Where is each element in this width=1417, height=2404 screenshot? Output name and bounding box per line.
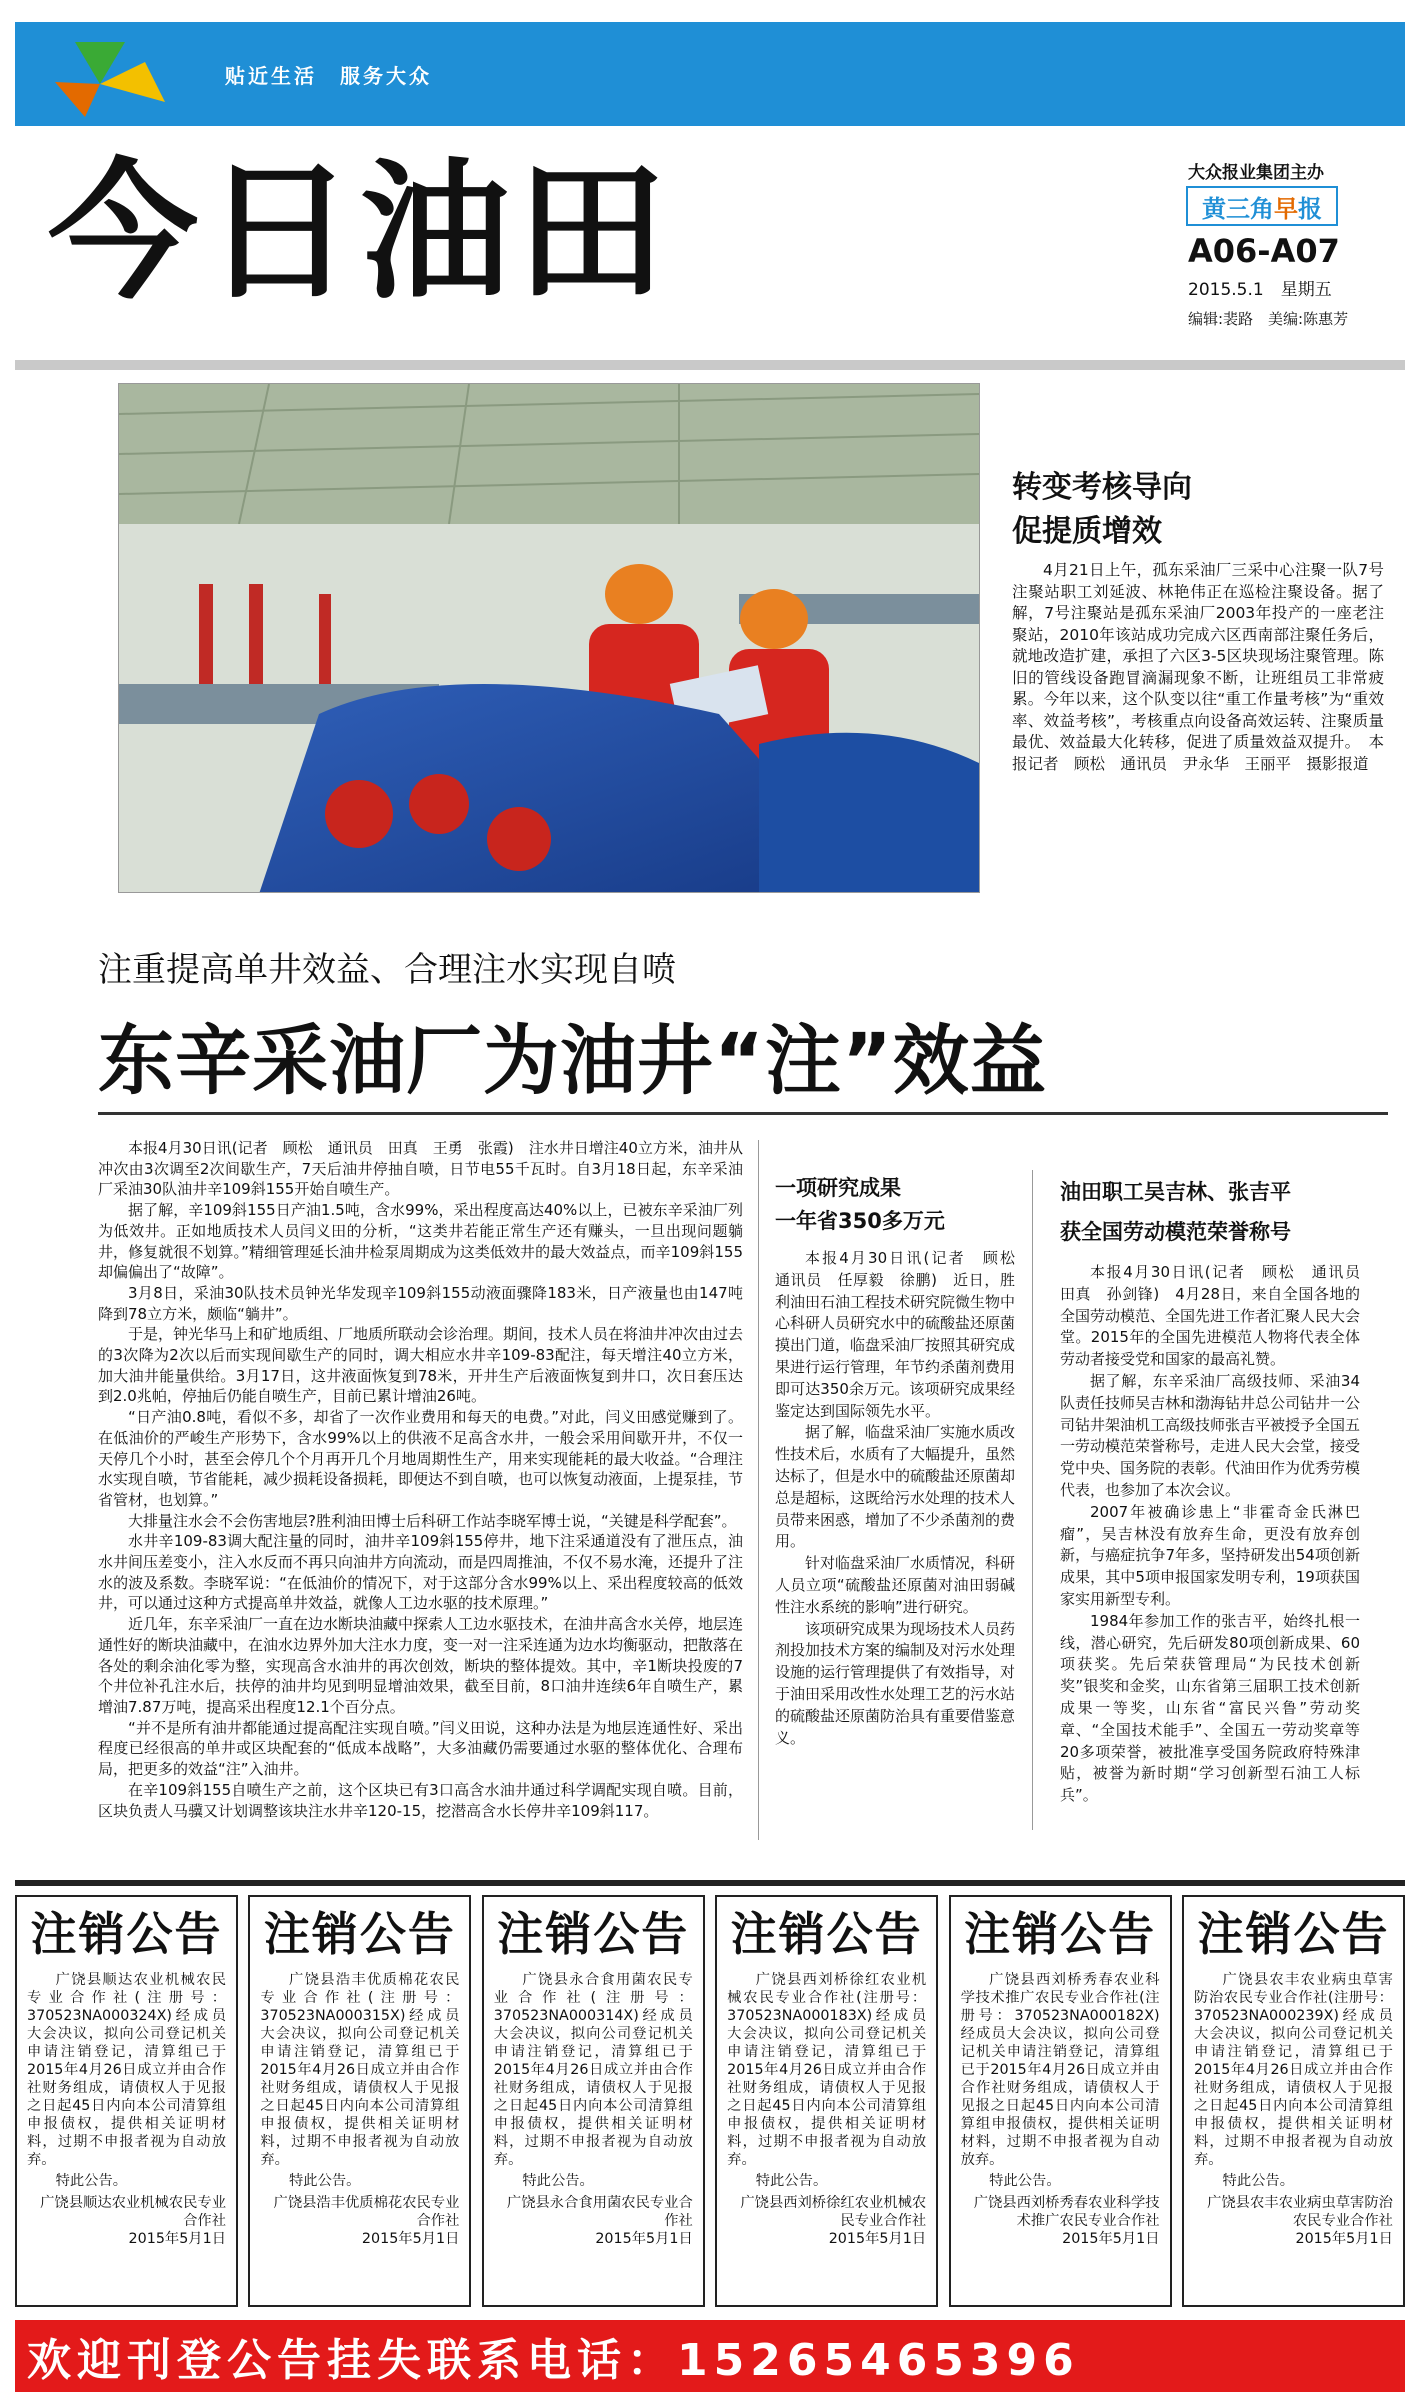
notice-closing: 特此公告。 <box>288 2173 361 2189</box>
side-story-2-body <box>1060 1262 1376 1807</box>
news-photo <box>118 383 980 893</box>
editors-line: 编辑:裴路 美编:陈惠芳 <box>1188 310 1349 328</box>
notice-date: 2015年5月1日 <box>361 2231 460 2247</box>
page-numbers: A06-A07 <box>1188 232 1340 270</box>
side-story-title-line: 获全国劳动模范荣誉称号 <box>1060 1220 1291 1244</box>
notice-title: 注销公告 <box>1197 1907 1390 1961</box>
notice-signature: 广饶县农丰农业病虫草害防治农民专业合作社 <box>1207 2195 1393 2229</box>
issue-date: 2015.5.1 星期五 <box>1188 280 1332 300</box>
article-paragraph: 2007年被确诊患上“非霍奇金氏淋巴瘤”，吴吉林没有放弃生命，更没有放弃创新，与癌症抗争7年多，坚持研发出54项创新成果，其中5项申报国家发明专利，19项获国家实用新型专利。 <box>1060 1502 1360 1608</box>
photo-story-title-line: 转变考核导向 <box>1012 470 1192 505</box>
article-paragraph: “并不是所有油井都能通过提高配注实现自喷。”闫义田说，这种办法是为地层连通性好、采出程度已经很高的单井或区块配套的“低成本战略”，大多油藏仍需要通过水驱的整体优化、合理布局，把更多的效益“注”入油井。 <box>98 1718 743 1779</box>
article-paragraph: 本报4月30日讯(记者 顾松 通讯员 田真 孙剑锋) 4月28日，来自全国各地的全国劳动模范、全国先进工作者汇聚人民大会堂。2015年的全国先进模范人物将代表全体劳动者接受党和国家的最高礼赞。 <box>1060 1263 1376 1369</box>
notice-signature: 广饶县顺达农业机械农民专业合作社 <box>40 2195 226 2229</box>
article-paragraph: 本报4月30日讯(记者 顾松 通讯员 田真 王勇 张霞) 注水井日增注40立方米，油井从冲次由3次调至2次间歇生产，7天后油井停抽自喷，日节电55千瓦时。自3月18日起，东辛采油厂采油30队油井辛109斜155开始自喷生产。 <box>98 1139 743 1199</box>
logo-text-left: 黄三角 <box>1202 194 1274 223</box>
cancellation-notice <box>482 1895 705 2307</box>
notice-date: 2015年5月1日 <box>828 2231 927 2247</box>
cancellation-notice <box>1182 1895 1405 2307</box>
top-banner <box>15 22 1405 126</box>
divider <box>98 1112 1388 1115</box>
notice-signature: 广饶县永合食用菌农民专业合作社 <box>506 2195 693 2229</box>
article-paragraph: 针对临盘采油厂水质情况，科研人员立项“硫酸盐还原菌对油田弱碱性注水系统的影响”进行研究。 <box>775 1554 1016 1616</box>
side-story-title-line: 一年省350多万元 <box>775 1209 945 1233</box>
logo-text-mid: 早 <box>1274 194 1298 223</box>
notice-body: 广饶县浩丰优质棉花农民专业合作社(注册号：370523NA000315X)经成员大会决议，拟向公司登记机关申请注销登记，清算组已于2015年4月26日成立并由合作社财务组成，请债权人于见报之日起45日内向本公司清算组申报债权，提供相关证明材料，过期不申报者视为自动放弃。 <box>260 1972 460 2168</box>
cancellation-notice <box>949 1895 1172 2307</box>
notice-row <box>15 1895 1405 2307</box>
notice-signature: 广饶县浩丰优质棉花农民专业合作社 <box>273 2195 460 2229</box>
notice-date: 2015年5月1日 <box>128 2231 226 2247</box>
main-article-body <box>98 1138 743 1821</box>
side-story-1-body <box>775 1248 1031 1749</box>
advertising-contact-banner: 欢迎刊登公告挂失联系电话：15265465396 <box>15 2320 1405 2392</box>
article-paragraph: 据了解，临盘采油厂实施水质改性技术后，水质有了大幅提升，虽然达标了，但是水中的硫酸盐还原菌却总是超标，这既给污水处理的技术人员带来困惑，增加了不少杀菌剂的费用。 <box>775 1423 1016 1551</box>
notice-title: 注销公告 <box>730 1907 923 1961</box>
cancellation-notice <box>15 1895 238 2307</box>
article-paragraph: 大排量注水会不会伤害地层?胜利油田博士后科研工作站李晓军博士说，“关键是科学配套”。 <box>128 1511 737 1530</box>
notice-title: 注销公告 <box>30 1907 223 1961</box>
article-paragraph: 在辛109斜155自喷生产之前，这个区块已有3口高含水油井通过科学调配实现自喷。目前，区块负责人马骥又计划调整该块注水井辛120-15，挖潜高含水长停井辛109斜117。 <box>98 1780 743 1820</box>
side-story-1-title <box>775 1172 945 1238</box>
article-paragraph: 1984年参加工作的张吉平，始终扎根一线，潜心研究，先后研发80项创新成果、60项获奖。先后荣获管理局“为民技术创新奖”银奖和金奖，山东省第三届职工技术创新成果一等奖，山东省“富民兴鲁”劳动奖章、“全国技术能手”、全国五一劳动奖章等20多项荣誉，被批准享受国务院政府特殊津贴，被誉为新时期“学习创新型石油工人标兵”。 <box>1060 1611 1360 1805</box>
article-paragraph: “日产油0.8吨，看似不多，却省了一次作业费用和每天的电费。”对此，闫义田感觉赚到了。在低油价的严峻生产形势下，含水99%以上的供液不足高含水井，一般会采用间歇开井，不仅一天停几个小时，甚至会停几个个月再开几个月地周期性生产，用来实现能耗的最大收益。“合理注水实现自喷，节省能耗，减少损耗设备损耗，即便达不到自喷，也可以恢复动液面，上提泵挂，节省管材，也划算。” <box>98 1408 744 1509</box>
publisher-line: 大众报业集团主办 <box>1188 163 1324 183</box>
notice-closing: 特此公告。 <box>755 2173 828 2189</box>
notice-title: 注销公告 <box>497 1907 690 1961</box>
cancellation-notice <box>248 1895 471 2307</box>
notice-body: 广饶县顺达农业机械农民专业合作社(注册号：370523NA000324X)经成员大会决议，拟向公司登记机关申请注销登记，清算组已于2015年4月26日成立并由合作社财务组成，请债权人于见报之日起45日内向本公司清算组申报债权，提供相关证明材料，过期不申报者视为自动放弃。 <box>27 1972 226 2168</box>
side-story-title-line: 一项研究成果 <box>775 1176 901 1200</box>
paper-logo-icon <box>15 22 190 126</box>
notice-date: 2015年5月1日 <box>595 2231 693 2247</box>
column-divider <box>1032 1170 1033 1830</box>
side-story-title-line: 油田职工吴吉林、张吉平 <box>1060 1180 1291 1204</box>
article-headline: 东辛采油厂为油井“注”效益 <box>98 1016 1047 1105</box>
notice-body: 广饶县永合食用菌农民专业合作社(注册号：370523NA000314X)经成员大会决议，拟向公司登记机关申请注销登记，清算组已于2015年4月26日成立并由合作社财务组成，请债权人于见报之日起45日内向本公司清算组申报债权，提供相关证明材料，过期不申报者视为自动放弃。 <box>493 1972 693 2168</box>
article-paragraph: 据了解，辛109斜155日产油1.5吨，含水99%，采出程度高达40%以上，已被东辛采油厂列为低效井。正如地质技术人员闫义田的分析，“这类井若能正常生产还有赚头，一旦出现问题躺井，修复就很不划算。”精细管理延长油井检泵周期成为这类低效井的最大效益点，而辛109斜155却偏偏出了“故障”。 <box>98 1201 743 1282</box>
side-story-2-title <box>1060 1172 1291 1252</box>
photo-story-body: 4月21日上午，孤东采油厂三采中心注聚一队7号注聚站职工刘延波、林艳伟正在巡检注聚设备。据了解，7号注聚站是孤东采油厂2003年投产的一座老注聚站，2010年该站成功完成六区西南部注聚任务后，就地改造扩建，承担了六区3-5区块现场注聚管理。陈旧的管线设备跑冒滴漏现象不断，让班组员工非常疲累。今年以来，这个队变以往“重工作量考核”为“重效率、效益考核”，考核重点向设备高效运转、注聚质量最优、效益最大化转移，促进了质量效益双提升。 本报记者 顾松 通讯员 尹永华 王丽平 摄影报道 <box>1012 561 1384 773</box>
photo-story-title <box>1012 466 1192 554</box>
cancellation-notice <box>715 1895 938 2307</box>
masthead-title: 今日油田 <box>48 146 673 320</box>
column-divider <box>758 1140 759 1840</box>
article-paragraph: 水井辛109-83调大配注量的同时，油井辛109斜155停井，地下注采通道没有了泄压点，油水井间压差变小，注入水反而不再只向油井方向流动，而是四周推油，不仅不易水淹，还提升了注水的波及系数。李晓军说：“在低油价的情况下，对于这部分含水99%以上、采出程度较高的低效井，可以通过这种方式提高单井效益，就像人工边水驱的技术原理。” <box>98 1532 744 1613</box>
notice-date: 2015年5月1日 <box>1062 2231 1160 2247</box>
article-paragraph: 近几年，东辛采油厂一直在边水断块油藏中探索人工边水驱技术，在油井高含水关停，地层连通性好的断块油藏中，在油水边界外加大注水力度，变一对一注采连通为边水均衡驱动，把散落在各处的剩余油化零为整，实现高含水油井的再次创效，断块的整体提效。其中，辛1断块投废的7个井位补孔注水后，扶停的油井均见到明显增油效果，截至目前，8口油井连续6年自喷生产，累增油7.87万吨，提高采出程度12.1个百分点。 <box>98 1615 744 1716</box>
notice-title: 注销公告 <box>263 1907 456 1961</box>
notice-closing: 特此公告。 <box>522 2173 594 2189</box>
logo-text-right: 报 <box>1298 194 1322 223</box>
notice-signature: 广饶县西刘桥秀春农业科学技术推广农民专业合作社 <box>973 2195 1160 2229</box>
notice-closing: 特此公告。 <box>989 2173 1061 2189</box>
divider <box>15 1880 1405 1886</box>
photo-story-title-line: 促提质增效 <box>1012 514 1162 549</box>
article-paragraph: 据了解，东辛采油厂高级技师、采油34队责任技师吴吉林和渤海钻井总公司钻井一公司钻井架油机工高级技师张吉平被授予全国五一劳动模范荣誉称号，走进人民大会堂，接受党中央、国务院的表彰。代油田作为优秀劳模代表，也参加了本次会议。 <box>1060 1371 1361 1499</box>
article-paragraph: 3月8日，采油30队技术员钟光华发现辛109斜155动液面骤降183米，日产液量也由147吨降到78立方米，颇临“躺井”。 <box>98 1283 743 1323</box>
notice-title: 注销公告 <box>964 1907 1157 1961</box>
article-subheadline: 注重提高单井效益、合理注水实现自喷 <box>98 950 676 990</box>
notice-body: 广饶县农丰农业病虫草害防治农民专业合作社(注册号：370523NA000239X)经成员大会决议，拟向公司登记机关申请注销登记，清算组已于2015年4月26日成立并由合作社财务组成，请债权人于见报之日起45日内向本公司清算组申报债权，提供相关证明材料，过期不申报者视为自动放弃。 <box>1193 1972 1393 2168</box>
notice-body: 广饶县西刘桥秀春农业科学技术推广农民专业合作社(注册号：370523NA000182X)经成员大会决议，拟向公司登记机关申请注销登记，清算组已于2015年4月26日成立并由合作社财务组成，请债权人于见报之日起45日内向本公司清算组申报债权，提供相关证明材料，过期不申报者视为自动放弃。 <box>960 1972 1160 2168</box>
workers-inspecting-pump-illustration <box>119 384 980 893</box>
newspaper-logo <box>1186 186 1338 226</box>
notice-closing: 特此公告。 <box>55 2173 128 2189</box>
article-paragraph: 本报4月30日讯(记者 顾松 通讯员 任厚毅 徐鹏) 近日，胜利油田石油工程技术研究院微生物中心科研人员研究水中的硫酸盐还原菌摸出门道，临盘采油厂按照其研究成果进行运行管理，年节约杀菌剂费用即可达350余万元。该项研究成果经鉴定达到国际领先水平。 <box>775 1249 1031 1420</box>
divider <box>15 360 1405 370</box>
article-paragraph: 于是，钟光华马上和矿地质组、厂地质所联动会诊治理。期间，技术人员在将油井冲次由过去的3次降为2次以后而实现间歇生产的同时，调大相应水井辛109-83配注，每天增注40立方米，加大油井能量供给。3月17日，这井液面恢复到78米，开井生产后液面恢复到井口，次日套压达到2.0兆帕，停抽后仍能自喷生产，目前已累计增油26吨。 <box>98 1325 744 1406</box>
banner-slogan: 贴近生活 服务大众 <box>225 64 432 88</box>
notice-closing: 特此公告。 <box>1222 2173 1295 2189</box>
notice-date: 2015年5月1日 <box>1295 2231 1393 2247</box>
article-paragraph: 该项研究成果为现场技术人员药剂投加技术方案的编制及对污水处理设施的运行管理提供了有效指导，对于油田采用改性水处理工艺的污水站的硫酸盐还原菌防治具有重要借鉴意义。 <box>775 1619 1016 1747</box>
notice-body: 广饶县西刘桥徐红农业机械农民专业合作社(注册号：370523NA000183X)经成员大会决议，拟向公司登记机关申请注销登记，清算组已于2015年4月26日成立并由合作社财务组成，请债权人于见报之日起45日内向本公司清算组申报债权，提供相关证明材料，过期不申报者视为自动放弃。 <box>727 1972 927 2168</box>
notice-signature: 广饶县西刘桥徐红农业机械农民专业合作社 <box>740 2195 927 2229</box>
